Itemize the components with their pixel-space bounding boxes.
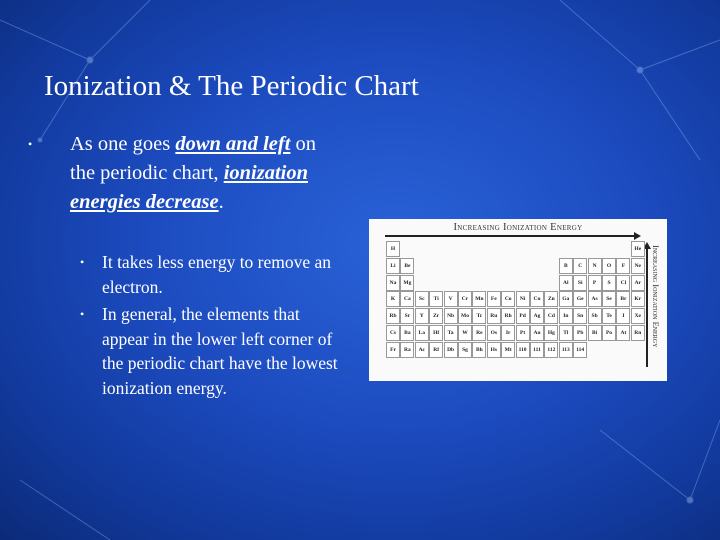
element-cell: Rf bbox=[429, 342, 443, 358]
bullet-icon: • bbox=[80, 307, 85, 321]
element-cell: Bi bbox=[588, 325, 602, 341]
element-cell: N bbox=[588, 258, 602, 274]
element-cell: Ga bbox=[559, 291, 573, 307]
element-cell: Ge bbox=[573, 291, 587, 307]
element-cell: Ra bbox=[400, 342, 414, 358]
element-cell: F bbox=[616, 258, 630, 274]
element-cell: 110 bbox=[516, 342, 530, 358]
element-cell: Pb bbox=[573, 325, 587, 341]
element-cell: Ti bbox=[429, 291, 443, 307]
right-arrow-icon bbox=[385, 235, 635, 237]
element-cell: P bbox=[588, 275, 602, 291]
element-cell: He bbox=[631, 241, 645, 257]
element-cell: 114 bbox=[573, 342, 587, 358]
element-cell: W bbox=[458, 325, 472, 341]
element-cell: Sn bbox=[573, 308, 587, 324]
element-cell: Zn bbox=[544, 291, 558, 307]
element-cell: Li bbox=[386, 258, 400, 274]
element-cell: 111 bbox=[530, 342, 544, 358]
element-cell: Co bbox=[501, 291, 515, 307]
element-cell: Ru bbox=[487, 308, 501, 324]
element-cell: Bh bbox=[472, 342, 486, 358]
element-cell: O bbox=[602, 258, 616, 274]
emphasis-ionization-decrease: ionization energies decrease bbox=[70, 162, 308, 213]
element-cell: Cu bbox=[530, 291, 544, 307]
element-cell: Si bbox=[573, 275, 587, 291]
element-cell: Mo bbox=[458, 308, 472, 324]
sub-bullet: • In general, the elements that appear in the lower left corner of the periodic chart have the lowest ionization energy. bbox=[80, 304, 338, 398]
element-cell: Ni bbox=[516, 291, 530, 307]
slide-title: Ionization & The Periodic Chart bbox=[44, 70, 419, 102]
element-cell: Hg bbox=[544, 325, 558, 341]
element-cell: Cd bbox=[544, 308, 558, 324]
element-cell: Ne bbox=[631, 258, 645, 274]
element-cell: 113 bbox=[559, 342, 573, 358]
element-cell: Nb bbox=[444, 308, 458, 324]
element-cell: Rh bbox=[501, 308, 515, 324]
element-cell: Br bbox=[616, 291, 630, 307]
main-bullet: • As one goes down and left on the periodic chart, ionization energies decrease. bbox=[28, 130, 328, 217]
horizontal-axis-label: Increasing Ionization Energy bbox=[453, 222, 583, 233]
element-cell: Ta bbox=[444, 325, 458, 341]
element-cell: Pd bbox=[516, 308, 530, 324]
element-cell: Re bbox=[472, 325, 486, 341]
element-cell: Y bbox=[415, 308, 429, 324]
element-cell: Fr bbox=[386, 342, 400, 358]
element-cell: Se bbox=[602, 291, 616, 307]
element-cell: Cl bbox=[616, 275, 630, 291]
bullet-icon: • bbox=[28, 137, 33, 151]
element-cell: Mt bbox=[501, 342, 515, 358]
element-cell: Pt bbox=[516, 325, 530, 341]
element-cell: I bbox=[616, 308, 630, 324]
element-cell: Hs bbox=[487, 342, 501, 358]
element-cell: Rb bbox=[386, 308, 400, 324]
element-cell: Zr bbox=[429, 308, 443, 324]
element-cell: V bbox=[444, 291, 458, 307]
element-cell: Tl bbox=[559, 325, 573, 341]
sub-bullet: • It takes less energy to remove an electron. bbox=[80, 252, 332, 297]
emphasis-down-and-left: down and left bbox=[175, 133, 291, 155]
element-cell: La bbox=[415, 325, 429, 341]
element-cell: At bbox=[616, 325, 630, 341]
element-cell: Al bbox=[559, 275, 573, 291]
vertical-axis-label: Increasing Ionization Energy bbox=[651, 245, 661, 348]
bullet-icon: • bbox=[80, 255, 85, 269]
element-cell: Sc bbox=[415, 291, 429, 307]
element-cell: Ca bbox=[400, 291, 414, 307]
element-cell: Au bbox=[530, 325, 544, 341]
element-cell: Sg bbox=[458, 342, 472, 358]
element-cell: Cs bbox=[386, 325, 400, 341]
element-cell: Hf bbox=[429, 325, 443, 341]
element-cell: Mg bbox=[400, 275, 414, 291]
element-cell: S bbox=[602, 275, 616, 291]
element-cell: Tc bbox=[472, 308, 486, 324]
periodic-table-figure bbox=[369, 219, 667, 381]
element-cell: Be bbox=[400, 258, 414, 274]
element-cell: Os bbox=[487, 325, 501, 341]
element-cell: C bbox=[573, 258, 587, 274]
element-cell: Ir bbox=[501, 325, 515, 341]
element-cell: Po bbox=[602, 325, 616, 341]
element-cell: Sr bbox=[400, 308, 414, 324]
element-cell: Kr bbox=[631, 291, 645, 307]
element-cell: Ar bbox=[631, 275, 645, 291]
element-cell: Xe bbox=[631, 308, 645, 324]
element-cell: As bbox=[588, 291, 602, 307]
element-cell: In bbox=[559, 308, 573, 324]
element-cell: 112 bbox=[544, 342, 558, 358]
element-cell: Fe bbox=[487, 291, 501, 307]
element-cell: Na bbox=[386, 275, 400, 291]
element-cell: Cr bbox=[458, 291, 472, 307]
element-cell: Mn bbox=[472, 291, 486, 307]
element-cell: Db bbox=[444, 342, 458, 358]
element-cell: B bbox=[559, 258, 573, 274]
element-cell: Sb bbox=[588, 308, 602, 324]
element-cell: Ag bbox=[530, 308, 544, 324]
element-cell: Ac bbox=[415, 342, 429, 358]
element-cell: H bbox=[386, 241, 400, 257]
element-cell: Rn bbox=[631, 325, 645, 341]
element-cell: K bbox=[386, 291, 400, 307]
element-cell: Ba bbox=[400, 325, 414, 341]
up-arrow-icon bbox=[646, 249, 648, 367]
element-cell: Te bbox=[602, 308, 616, 324]
